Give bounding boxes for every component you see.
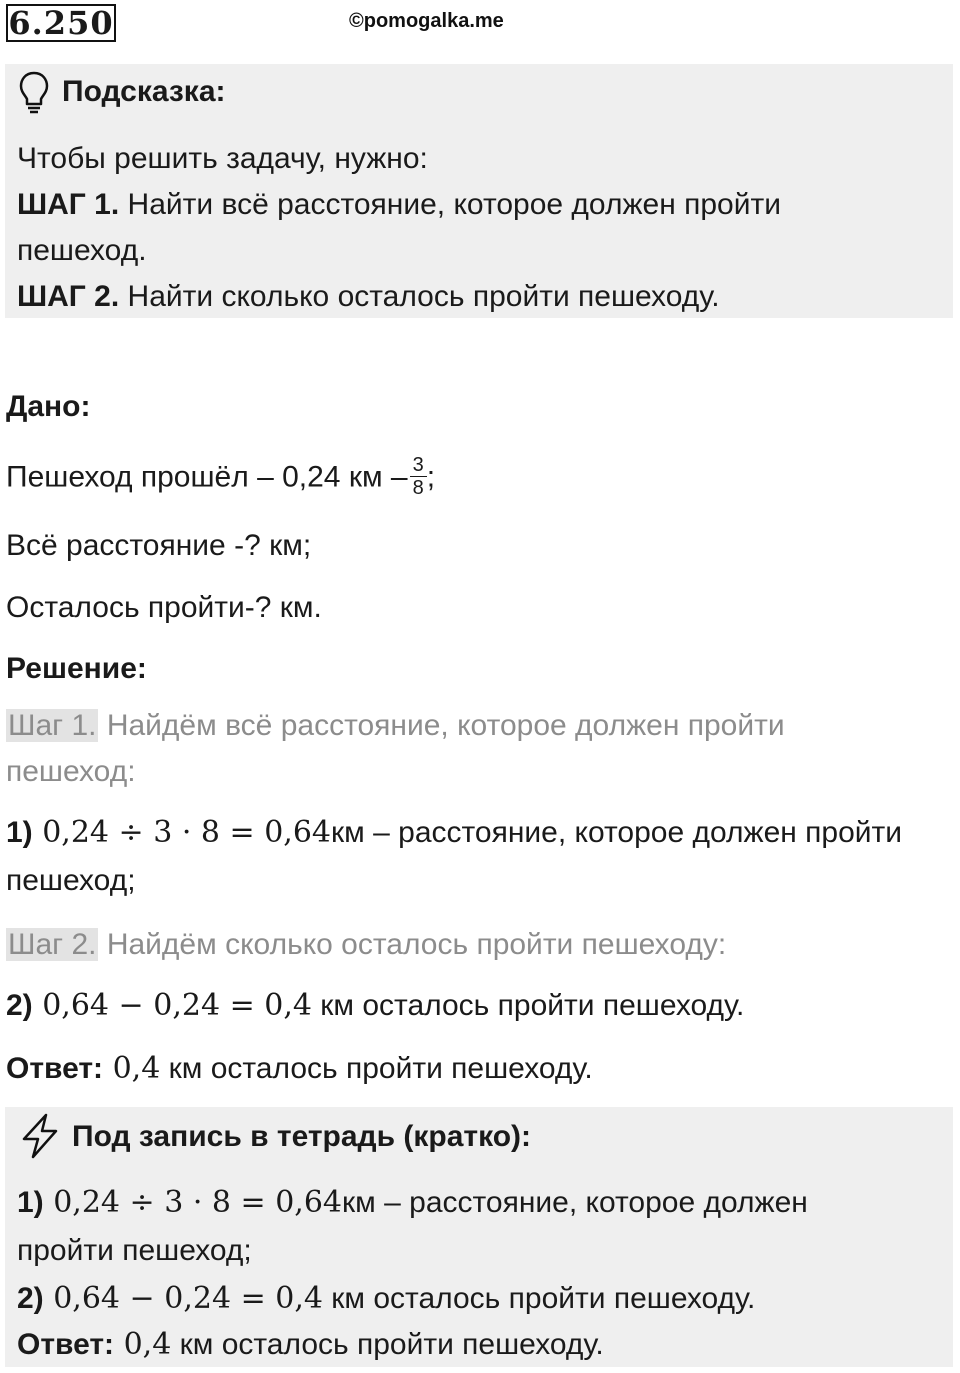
solution-step2 — [6, 927, 726, 963]
notes-answer-text: км осталось пройти пешеходу. — [171, 1328, 604, 1361]
hint-step1-continuation: пешеход. — [17, 234, 147, 267]
notes-title: Под запись в тетрадь (кратко): — [72, 1120, 532, 1153]
given-line-walked — [6, 456, 435, 501]
notes-calc1-number: 1) — [17, 1186, 44, 1219]
given-walked-text: Пешеход прошёл – 0,24 км – — [6, 460, 408, 494]
notes-answer-label: Ответ: — [17, 1328, 115, 1361]
hint-step1-label: ШАГ 1. — [17, 188, 120, 221]
hint-step1-text: Найти всё расстояние, которое должен пройти — [119, 188, 781, 221]
calc2-math: 0,64 − 0,24 = 0,4 — [32, 988, 312, 1023]
notes-calc2-math: 0,64 − 0,24 = 0,4 — [43, 1281, 323, 1316]
solution-step1-text: Найдём всё расстояние, которое должен пройти — [98, 709, 785, 742]
notes-calc2-number: 2) — [17, 1282, 44, 1315]
calc1-math: 0,24 ÷ 3 · 8 = 0,64 — [32, 815, 332, 850]
solution-calc2 — [6, 988, 744, 1024]
hint-step2-label: ШАГ 2. — [17, 280, 120, 313]
solution-calc1 — [6, 815, 902, 851]
given-line-remaining: Осталось пройти-? км. — [6, 591, 322, 624]
given-line-total: Всё расстояние -? км; — [6, 529, 312, 562]
solution-step2-label: Шаг 2. — [8, 928, 97, 961]
notes-answer — [17, 1327, 604, 1363]
notes-calc1-math: 0,24 ÷ 3 · 8 = 0,64 — [43, 1185, 343, 1220]
solution-step2-text: Найдём сколько осталось пройти пешеходу: — [98, 928, 727, 961]
fraction-denominator: 8 — [412, 477, 424, 499]
notes-calc2 — [17, 1281, 755, 1317]
site-watermark: ©pomogalka.me — [349, 10, 504, 32]
solution-step1-label: Шаг 1. — [8, 709, 97, 742]
hint-step2-text: Найти сколько осталось пройти пешеходу. — [119, 280, 720, 313]
notes-calc1-text: км – расстояние, которое должен — [342, 1186, 808, 1219]
hint-intro: Чтобы решить задачу, нужно: — [17, 142, 428, 175]
given-walked-suffix: ; — [426, 460, 436, 494]
calc2-text: км осталось пройти пешеходу. — [311, 989, 745, 1022]
fraction-numerator: 3 — [410, 454, 427, 477]
notes-calc1-continuation: пройти пешеход; — [17, 1234, 252, 1267]
problem-number: 6.250 — [6, 4, 116, 42]
fraction-three-eighths — [410, 454, 427, 499]
solution-answer — [6, 1051, 593, 1087]
calc1-text: км – расстояние, которое должен пройти — [331, 816, 903, 849]
solution-calc1-continuation: пешеход; — [6, 864, 136, 897]
hint-step2 — [17, 279, 720, 315]
answer-text: км осталось пройти пешеходу. — [160, 1052, 593, 1085]
given-title: Дано: — [6, 390, 91, 423]
hint-title: Подсказка: — [62, 75, 226, 108]
calc1-number: 1) — [6, 816, 33, 849]
lightbulb-icon — [18, 70, 50, 114]
notes-calc2-text: км осталось пройти пешеходу. — [322, 1282, 756, 1315]
notes-calc1 — [17, 1185, 808, 1221]
lightning-icon — [20, 1112, 60, 1160]
solution-step1 — [6, 708, 785, 744]
calc2-number: 2) — [6, 989, 33, 1022]
solution-step1-continuation: пешеход: — [6, 755, 136, 788]
solution-title: Решение: — [6, 652, 147, 685]
answer-label: Ответ: — [6, 1052, 104, 1085]
answer-math: 0,4 — [103, 1051, 161, 1086]
hint-step1 — [17, 187, 781, 223]
notes-answer-math: 0,4 — [114, 1327, 172, 1362]
